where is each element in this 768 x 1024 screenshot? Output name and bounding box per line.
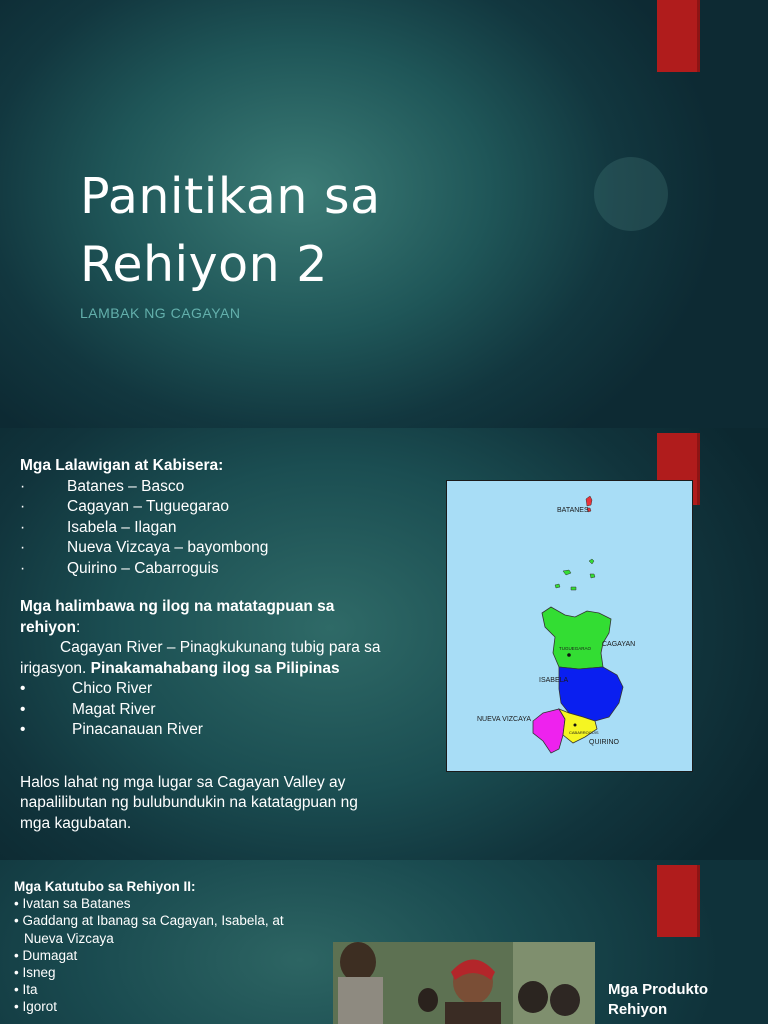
bullet: • [20,721,26,738]
mountains-line: napalilibutan ng bulubundukin na katatagpuan ng [20,794,358,811]
tribe-item: • Isneg [14,965,56,981]
products-line: Rehiyon [608,1001,668,1018]
babuyan-island [590,574,595,578]
province-item [20,477,435,498]
cagayan-province [542,607,611,669]
babuyan-island [555,584,560,588]
batanes-island [586,496,592,506]
bullet: · [20,518,26,536]
region-map [446,480,693,772]
bullet: · [20,559,26,577]
products-line: Mga Produkto [608,981,708,998]
tuguegarao-marker [567,653,571,657]
river-item [20,700,435,721]
province-item [20,538,435,559]
mountains-line: Halos lahat ng mga lugar sa Cagayan Valley ay [20,773,346,791]
person-head [518,981,548,1013]
rivers-heading [20,597,435,638]
provinces-slide [0,428,768,860]
rivers-list [20,679,435,741]
products-heading [608,980,708,1020]
spacer [20,579,435,597]
map-label-tuguegarao: TUGUEGARAO [559,646,592,651]
tribe-photo [333,942,595,1024]
photo-foliage [513,942,595,1024]
map-label-batanes: BATANES [557,507,589,514]
tribes-heading: Mga Katutubo sa Rehiyon II: [14,879,196,894]
river-text: Pinacanauan River [72,721,203,738]
title-line-2: Rehiyon 2 [80,236,328,293]
decorative-circle [594,157,668,231]
province-text: Batanes – Basco [67,477,185,495]
babuyan-island [589,559,594,564]
person-head [340,942,376,982]
map-label-nueva-vizcaya: NUEVA VIZCAYA [477,716,532,723]
slide-subtitle: LAMBAK NG CAGAYAN [80,305,241,321]
tribe-item: • Dumagat [14,947,78,963]
province-text: Quirino – Cabarroguis [67,559,219,577]
tribe-photo-graphic [333,942,595,1024]
person-head [550,984,580,1016]
map-label-isabela: ISABELA [539,677,569,684]
babuyan-island [571,587,576,590]
cabarroguis-marker [574,724,577,727]
tribe-item: • Ita [14,982,38,998]
title-line-1: Panitikan sa [80,168,381,225]
rivers-heading-colon: : [75,618,81,636]
longest-river-text: Pinakamahabang ilog sa Pilipinas [90,659,340,677]
slide-title [80,163,381,299]
river-item [20,679,435,700]
person-body [338,977,383,1024]
mountains-line: mga kagubatan. [20,814,132,832]
river-text: Magat River [72,700,156,718]
bullet: • [20,700,26,718]
red-accent-tab [657,865,700,937]
province-text: Cagayan – Tuguegarao [67,498,230,515]
province-item [20,559,435,580]
river-text: Chico River [72,680,153,697]
map-label-cabarroguis: CABARROGUIS [569,730,599,735]
bullet: · [20,477,26,495]
province-item [20,497,435,518]
rivers-heading-line2: rehiyon [20,618,76,636]
bullet: · [20,498,26,515]
bullet: · [20,539,26,556]
river-item [20,720,435,741]
rivers-heading-line1: Mga halimbawa ng ilog na matatagpuan sa [20,598,335,615]
provinces-text [20,456,435,834]
cagayan-river-line: Cagayan River – Pinagkukunang tubig para sa [60,639,381,656]
irrigation-text: irigasyon. [20,659,87,677]
red-accent-tab [657,0,700,72]
region-map-graphic [447,481,691,770]
nueva-vizcaya-province [533,709,565,753]
bullet: • [20,680,26,697]
mountains-paragraph [20,773,435,835]
cagayan-river-line2 [20,659,435,680]
tribe-item: • Igorot [14,999,57,1015]
tribe-item: • Ivatan sa Batanes [14,896,131,912]
tribe-item: Nueva Vizcaya [24,930,114,946]
province-text: Nueva Vizcaya – bayombong [67,539,269,556]
map-label-quirino: QUIRINO [589,739,619,746]
province-item [20,518,435,539]
tribe-item: • Gaddang at Ibanag sa Cagayan, Isabela, at [14,913,284,929]
spacer [20,741,435,773]
babuyan-island [563,570,571,575]
person-head [418,988,438,1012]
title-slide [0,0,768,428]
provinces-heading: Mga Lalawigan at Kabisera: [20,457,224,474]
tribes-slide [0,860,768,1024]
person-body [445,1002,501,1024]
map-label-cagayan: CAGAYAN [602,641,636,648]
province-text: Isabela – Ilagan [67,518,177,536]
tribes-text [14,878,284,1016]
